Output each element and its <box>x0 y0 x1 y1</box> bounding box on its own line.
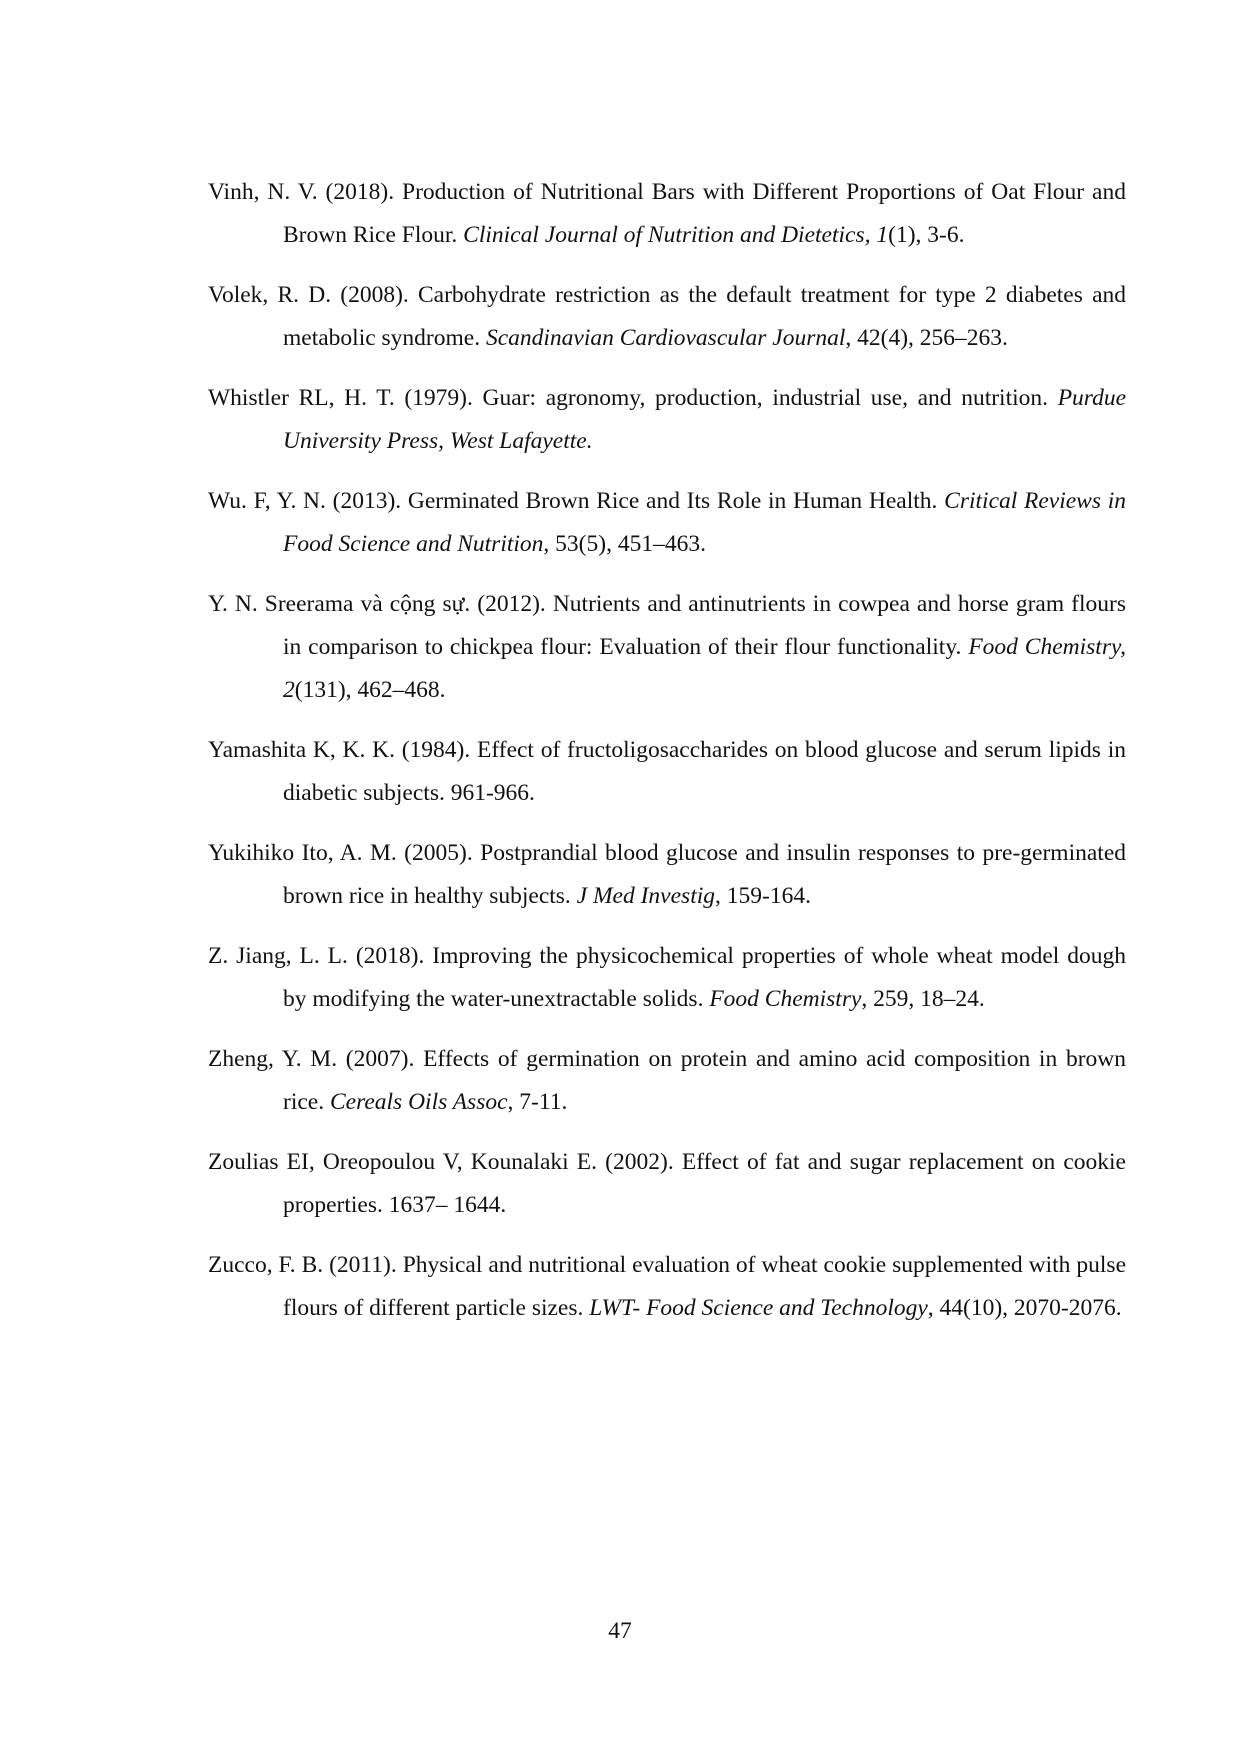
reference-entry <box>208 583 1126 712</box>
reference-details: , 53(5), 451–463. <box>543 531 706 557</box>
reference-entry <box>208 274 1126 360</box>
reference-text: Zucco, F. B. (2011). Physical and nutritional evaluation of wheat cookie supplemented with pulse flours of different particle sizes. <box>208 1252 1126 1321</box>
reference-text: Volek, R. D. (2008). Carbohydrate restriction as the default treatment for type 2 diabetes and metabolic syndrome. <box>208 282 1126 351</box>
reference-entry <box>208 832 1126 918</box>
reference-list <box>208 171 1126 1347</box>
reference-entry <box>208 729 1126 815</box>
reference-details: , 7-11. <box>507 1089 568 1115</box>
reference-entry <box>208 171 1126 257</box>
reference-journal: Food Chemistry <box>709 986 862 1012</box>
reference-entry <box>208 1038 1126 1124</box>
reference-entry <box>208 480 1126 566</box>
reference-details: (131), 462–468. <box>294 677 446 703</box>
reference-journal: Critical Reviews in Food Science and Nutrition <box>283 488 1126 557</box>
reference-text: Yamashita K, K. K. (1984). Effect of fructoligosaccharides on blood glucose and serum lipids in diabetic subjects. 961-966. <box>208 737 1126 806</box>
reference-journal: Cereals Oils Assoc <box>329 1089 508 1115</box>
reference-entry <box>208 935 1126 1021</box>
reference-details: , 44(10), 2070-2076. <box>927 1295 1122 1321</box>
reference-journal: Clinical Journal of Nutrition and Dietetics, 1 <box>463 222 889 248</box>
reference-details: , 159-164. <box>715 883 811 909</box>
reference-journal: LWT- Food Science and Technology <box>589 1295 928 1321</box>
reference-text: Z. Jiang, L. L. (2018). Improving the physicochemical properties of whole wheat model dough by modifying the water-unextractable solids. <box>208 943 1126 1012</box>
reference-entry <box>208 377 1126 463</box>
page-number: 47 <box>608 1618 632 1644</box>
reference-journal: Food Chemistry, 2 <box>283 634 1126 703</box>
reference-text: Y. N. Sreerama và cộng sự. (2012). Nutrients and antinutrients in cowpea and horse gram flours in comparison to chickpea flour: Evaluation of their flour functionality. <box>208 591 1126 660</box>
reference-text: Yukihiko Ito, A. M. (2005). Postprandial blood glucose and insulin responses to pre-germinated brown rice in healthy subjects. <box>208 840 1126 909</box>
reference-text: Whistler RL, H. T. (1979). Guar: agronomy, production, industrial use, and nutrition. <box>208 385 1058 411</box>
reference-entry <box>208 1141 1126 1227</box>
reference-text: Wu. F, Y. N. (2013). Germinated Brown Rice and Its Role in Human Health. <box>208 488 945 514</box>
reference-details: (1), 3-6. <box>888 222 965 248</box>
reference-text: Zoulias EI, Oreopoulou V, Kounalaki E. (2002). Effect of fat and sugar replacement on cookie properties. 1637– 1644. <box>208 1149 1126 1218</box>
reference-entry <box>208 1244 1126 1330</box>
reference-journal: J Med Investig <box>576 883 715 909</box>
reference-text: Vinh, N. V. (2018). Production of Nutritional Bars with Different Proportions of Oat Flour and Brown Rice Flour. <box>208 179 1126 248</box>
reference-text: Zheng, Y. M. (2007). Effects of germination on protein and amino acid composition in brown rice. <box>208 1046 1126 1115</box>
reference-journal: Scandinavian Cardiovascular Journal <box>485 325 846 351</box>
reference-journal: Purdue University Press, West Lafayette. <box>283 385 1126 454</box>
reference-details: , 42(4), 256–263. <box>845 325 1008 351</box>
reference-details: , 259, 18–24. <box>861 986 985 1012</box>
